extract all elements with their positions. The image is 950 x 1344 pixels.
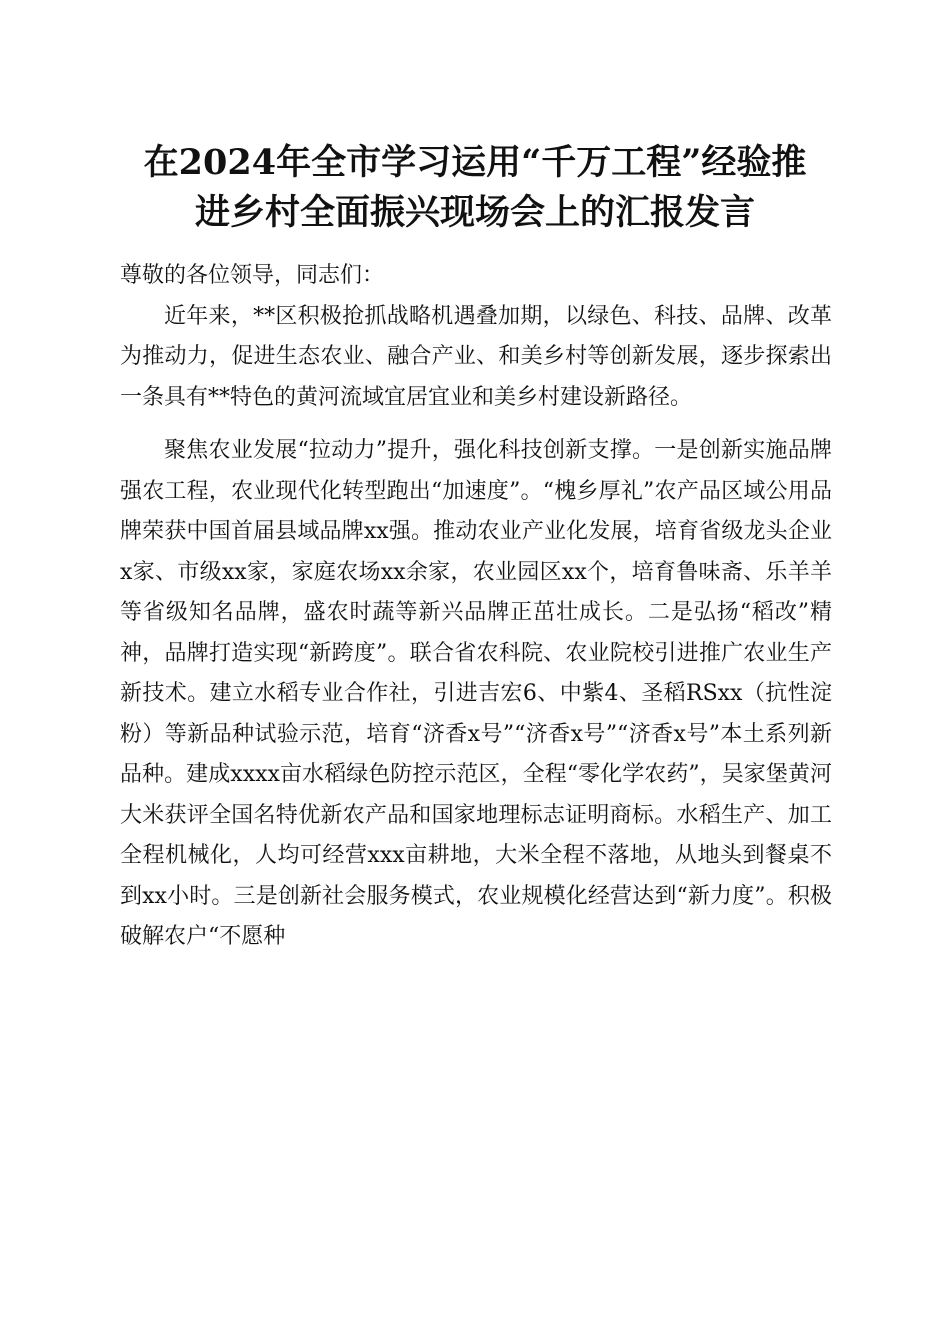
salutation: 尊敬的各位领导，同志们：	[120, 263, 385, 288]
document-body	[120, 256, 832, 958]
title-line-2: 进乡村全面振兴现场会上的汇报发言	[194, 192, 755, 233]
paragraph-agriculture: 聚焦农业发展“拉动力”提升，强化科技创新支撑。一是创新实施品牌强农工程，农业现代化转型跑出“加速度”。“槐乡厚礼”农产品区域公用品牌荣获中国首届县域品牌xx强。推动农业产业化发展，培育省级龙头企业x家、市级xx家，家庭农场xx余家，农业园区xx个，培育鲁味斋、乐羊羊等省级知名品牌，盛农时蔬等新兴品牌正茁壮成长。二是弘扬“稻改”精神，品牌打造实现“新跨度”。联合省农科院、农业院校引进推广农业生产新技术。建立水稻专业合作社，引进吉宏6、中紫4、圣稻RSxx（抗性淀粉）等新品种试验示范，培育“济香x号”“济香x号”“济香x号”本土系列新品种。建成xxxx亩水稻绿色防控示范区，全程“零化学农药”，吴家堡黄河大米获评全国名特优新农产品和国家地理标志证明商标。水稻生产、加工全程机械化，人均可经营xxx亩耕地，大米全程不落地，从地头到餐桌不到xx小时。三是创新社会服务模式，农业规模化经营达到“新力度”。积极破解农户“不愿种	[120, 438, 832, 949]
document-title	[100, 138, 850, 238]
title-line-1: 在2024年全市学习运用“千万工程”经验推	[143, 142, 807, 183]
paragraph-intro: 近年来，**区积极抢抓战略机遇叠加期，以绿色、科技、品牌、改革为推动力，促进生态农业、融合产业、和美乡村等创新发展，逐步探索出一条具有**特色的黄河流域宜居宜业和美乡村建设新路径。	[120, 303, 832, 410]
